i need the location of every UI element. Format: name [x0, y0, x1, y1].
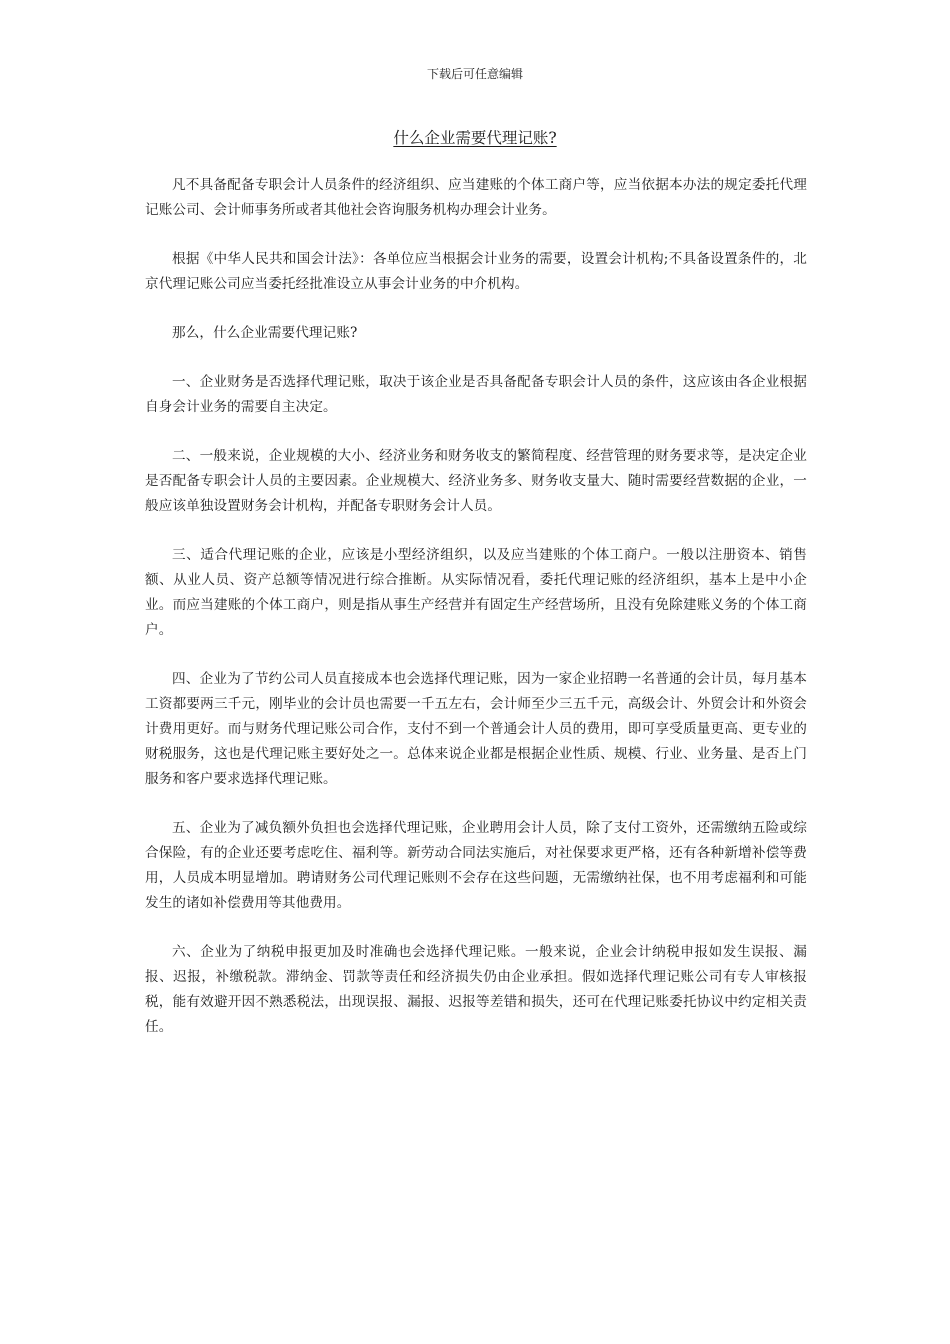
paragraph-point-5: 五、企业为了减负额外负担也会选择代理记账，企业聘用会计人员，除了支付工资外，还需缴纳五险或综合保险，有的企业还要考虑吃住、福利等。新劳动合同法实施后，对社保要求更严格，还有各种新增补偿等费用，人员成本明显增加。聘请财务公司代理记账则不会存在这些问题，无需缴纳社保，也不用考虑福利和可能发生的诸如补偿费用等其他费用。 — [145, 820, 807, 911]
header-note: 下载后可任意编辑 — [426, 67, 523, 81]
paragraph-intro: 凡不具备配备专职会计人员条件的经济组织、应当建账的个体工商户等，应当依据本办法的规定委托代理记账公司、会计师事务所或者其他社会咨询服务机构办理会计业务。 — [145, 177, 807, 218]
paragraph-point-4: 四、企业为了节约公司人员直接成本也会选择代理记账，因为一家企业招聘一名普通的会计员，每月基本工资都要两三千元，刚毕业的会计员也需要一千五左右，会计师至少三五千元，高级会计、外贸会计和外资会计费用更好。而与财务代理记账公司合作，支付不到一个普通会计人员的费用，即可享受质量更高、更专业的财税服务，这也是代理记账主要好处之一。总体来说企业都是根据企业性质、规模、行业、业务量、是否上门服务和客户要求选择代理记账。 — [145, 671, 807, 787]
paragraph-point-1: 一、企业财务是否选择代理记账，取决于该企业是否具备配备专职会计人员的条件，这应该由各企业根据自身会计业务的需要自主决定。 — [145, 374, 807, 415]
paragraph-point-3: 三、适合代理记账的企业，应该是小型经济组织，以及应当建账的个体工商户。一般以注册资本、销售额、从业人员、资产总额等情况进行综合推断。从实际情况看，委托代理记账的经济组织，基本上是中小企业。而应当建账的个体工商户，则是指从事生产经营并有固定生产经营场所，且没有免除建账义务的个体工商户。 — [145, 547, 807, 638]
paragraph-accounting-law: 根据《中华人民共和国会计法》：各单位应当根据会计业务的需要，设置会计机构;不具备设置条件的，北京代理记账公司应当委托经批准设立从事会计业务的中介机构。 — [145, 251, 807, 292]
paragraph-point-2: 二、一般来说，企业规模的大小、经济业务和财务收支的繁简程度、经营管理的财务要求等，是决定企业是否配备专职会计人员的主要因素。企业规模大、经济业务多、财务收支量大、随时需要经营数据的企业，一般应该单独设置财务会计机构，并配备专职财务会计人员。 — [145, 448, 807, 514]
paragraph-question: 那么，什么企业需要代理记账? — [172, 325, 358, 341]
document-title: 什么企业需要代理记账? — [393, 129, 557, 147]
paragraph-point-6: 六、企业为了纳税申报更加及时准确也会选择代理记账。一般来说，企业会计纳税申报如发生误报、漏报、迟报，补缴税款。滞纳金、罚款等责任和经济损失仍由企业承担。假如选择代理记账公司有专人审核报税，能有效避开因不熟悉税法，出现误报、漏报、迟报等差错和损失，还可在代理记账委托协议中约定相关责任。 — [145, 944, 807, 1035]
document-body — [145, 173, 807, 1064]
